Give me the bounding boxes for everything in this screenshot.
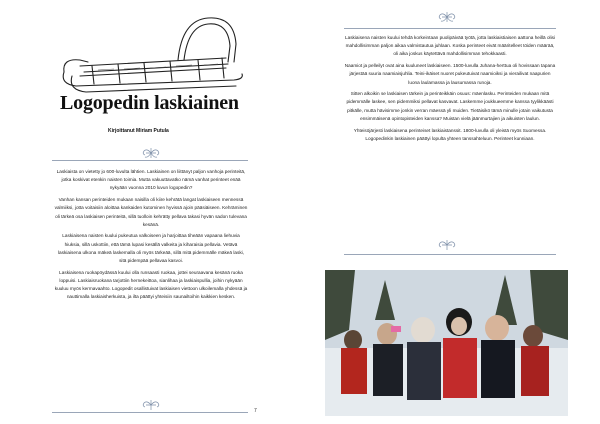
- top-divider: [344, 28, 556, 29]
- paragraph: Vanhan kansan perinteiden mukaan naisilla oli kiire kehrätä langat laskiaiseen mennessä valmiiksi, jotta voitaisiin aloittaa kankaiden kutominen hyvissä ajoin pääsiäiseen. Kehräminen oli tärkeä osa laskiaisen perinteitä, sillä tuolloin kehrätty pellava takasi hyvän sadon tulevana kesänä.: [54, 197, 248, 227]
- paragraph: Sitten alkoikin se laskiaisen tärkein ja perinteikkäin osuus: mäenlasku. Perinteiden mukaan mitä pidemmälle laskee, sen pidemmiksi pellavat kasvavat. Laskemme joukkueemme kanssa tyylikkäästi pitkälle, mutta hävisimme jonkin verran mäessä yli muiden. Tietäisikö tämä minulle jotain vaikutusta ensimmäisenä opintopisteiden kanssa? Muistan vielä jäänmurtajien ja aikuisten laulun.: [346, 91, 554, 121]
- ornament-icon: [140, 146, 162, 160]
- right-column: [344, 34, 556, 146]
- ornament-icon: [436, 238, 458, 252]
- paragraph: Yhteisöjärjesti laskiaisena perinteiset laskiaistanssit. 1800-luvulla oli yleistä myös Suomessa. Logopedinkin laskiainen päättyi lopulta yhteen tanssahteluun. Perinteet kunniaan.: [353, 127, 547, 141]
- paragraph: Laskiaisena ruokapöydässä kuului olla runsaasti ruokaa, jottei seuraavana kesänä ruoka loppuisi. Laskiaisruokana tarjottiin hernekeittoa, sianlihaa ja laskiaispullia, joihin nykyään kuuluu myös kermavaahto. Logopedit osallistuivat laskiaisen viettoon ulkoilemalla yhdessä ja nauttimalla laskiaisherkuista, ja ilta päättyi yhteisiin saunailtoihin kaikkien kesken.: [54, 269, 248, 300]
- ornament-icon: [436, 10, 458, 24]
- top-divider: [52, 160, 248, 161]
- bottom-divider: [52, 412, 248, 413]
- ornament-icon: [140, 398, 162, 412]
- group-photo: [325, 270, 568, 416]
- paragraph: Laskiaista on vietetty jo 600-luvulta lähtien. Laskiainen on liittänyt paljon vanhoja perinteitä, jotka koskivat etenkin naisten toimia. Mutta vakuuttavatko nämä vanhat perinteet enää nykyään vuonna 2010 luvun logopedin?: [56, 169, 246, 191]
- paragraph: Laskiaisena naisten kuului tehdä korkeintaan puolipäivää työtä, jotta laskiaistiaisen aattona heillä olisi mahdollisimman paljon aikaa valmistautua juhlaan. Koska perinteet eivät määritelleet töiden määrää, oli aika joskus käytettävä mahdollisimman tehokkaasti.: [344, 35, 556, 57]
- paragraph: Laskiaisena naisten kuului pukeutua valkoiseen ja harjoittaa tiheään vapaana liehuvia hiuksia, sillä uskottiin, että tämä lupasi kesällä valkeita ja kiharaisia pellavia. Vetävä laskiaisena ulkona mäkeä laskemalla oli myös tärkeää, sillä mitä pidemmälle mäkeä laski, sitä pidempää pellavaa kasvoi.: [57, 233, 245, 264]
- paragraph: Naamiot ja pelleilyt ovat aina kuuluneet laskiaiseen. 1500-luvulla Juhana-herttua oli hovissaan tapana järjestää suuria naamiaisjuhlia. Teini-ikäiset nuoret pukeutuivat naamioiksi ja vierailivat naapurien luona laulamassa ja lausumassa runoja.: [344, 63, 556, 85]
- left-column: [54, 168, 248, 305]
- photo-image: [325, 270, 568, 416]
- article-author: Kirjoittanut Miriam Putula: [108, 128, 169, 134]
- section-divider: [344, 254, 556, 255]
- sled-illustration: [58, 14, 248, 96]
- page-number: 7: [254, 408, 257, 414]
- article-title: Logopedin laskiainen: [60, 92, 239, 114]
